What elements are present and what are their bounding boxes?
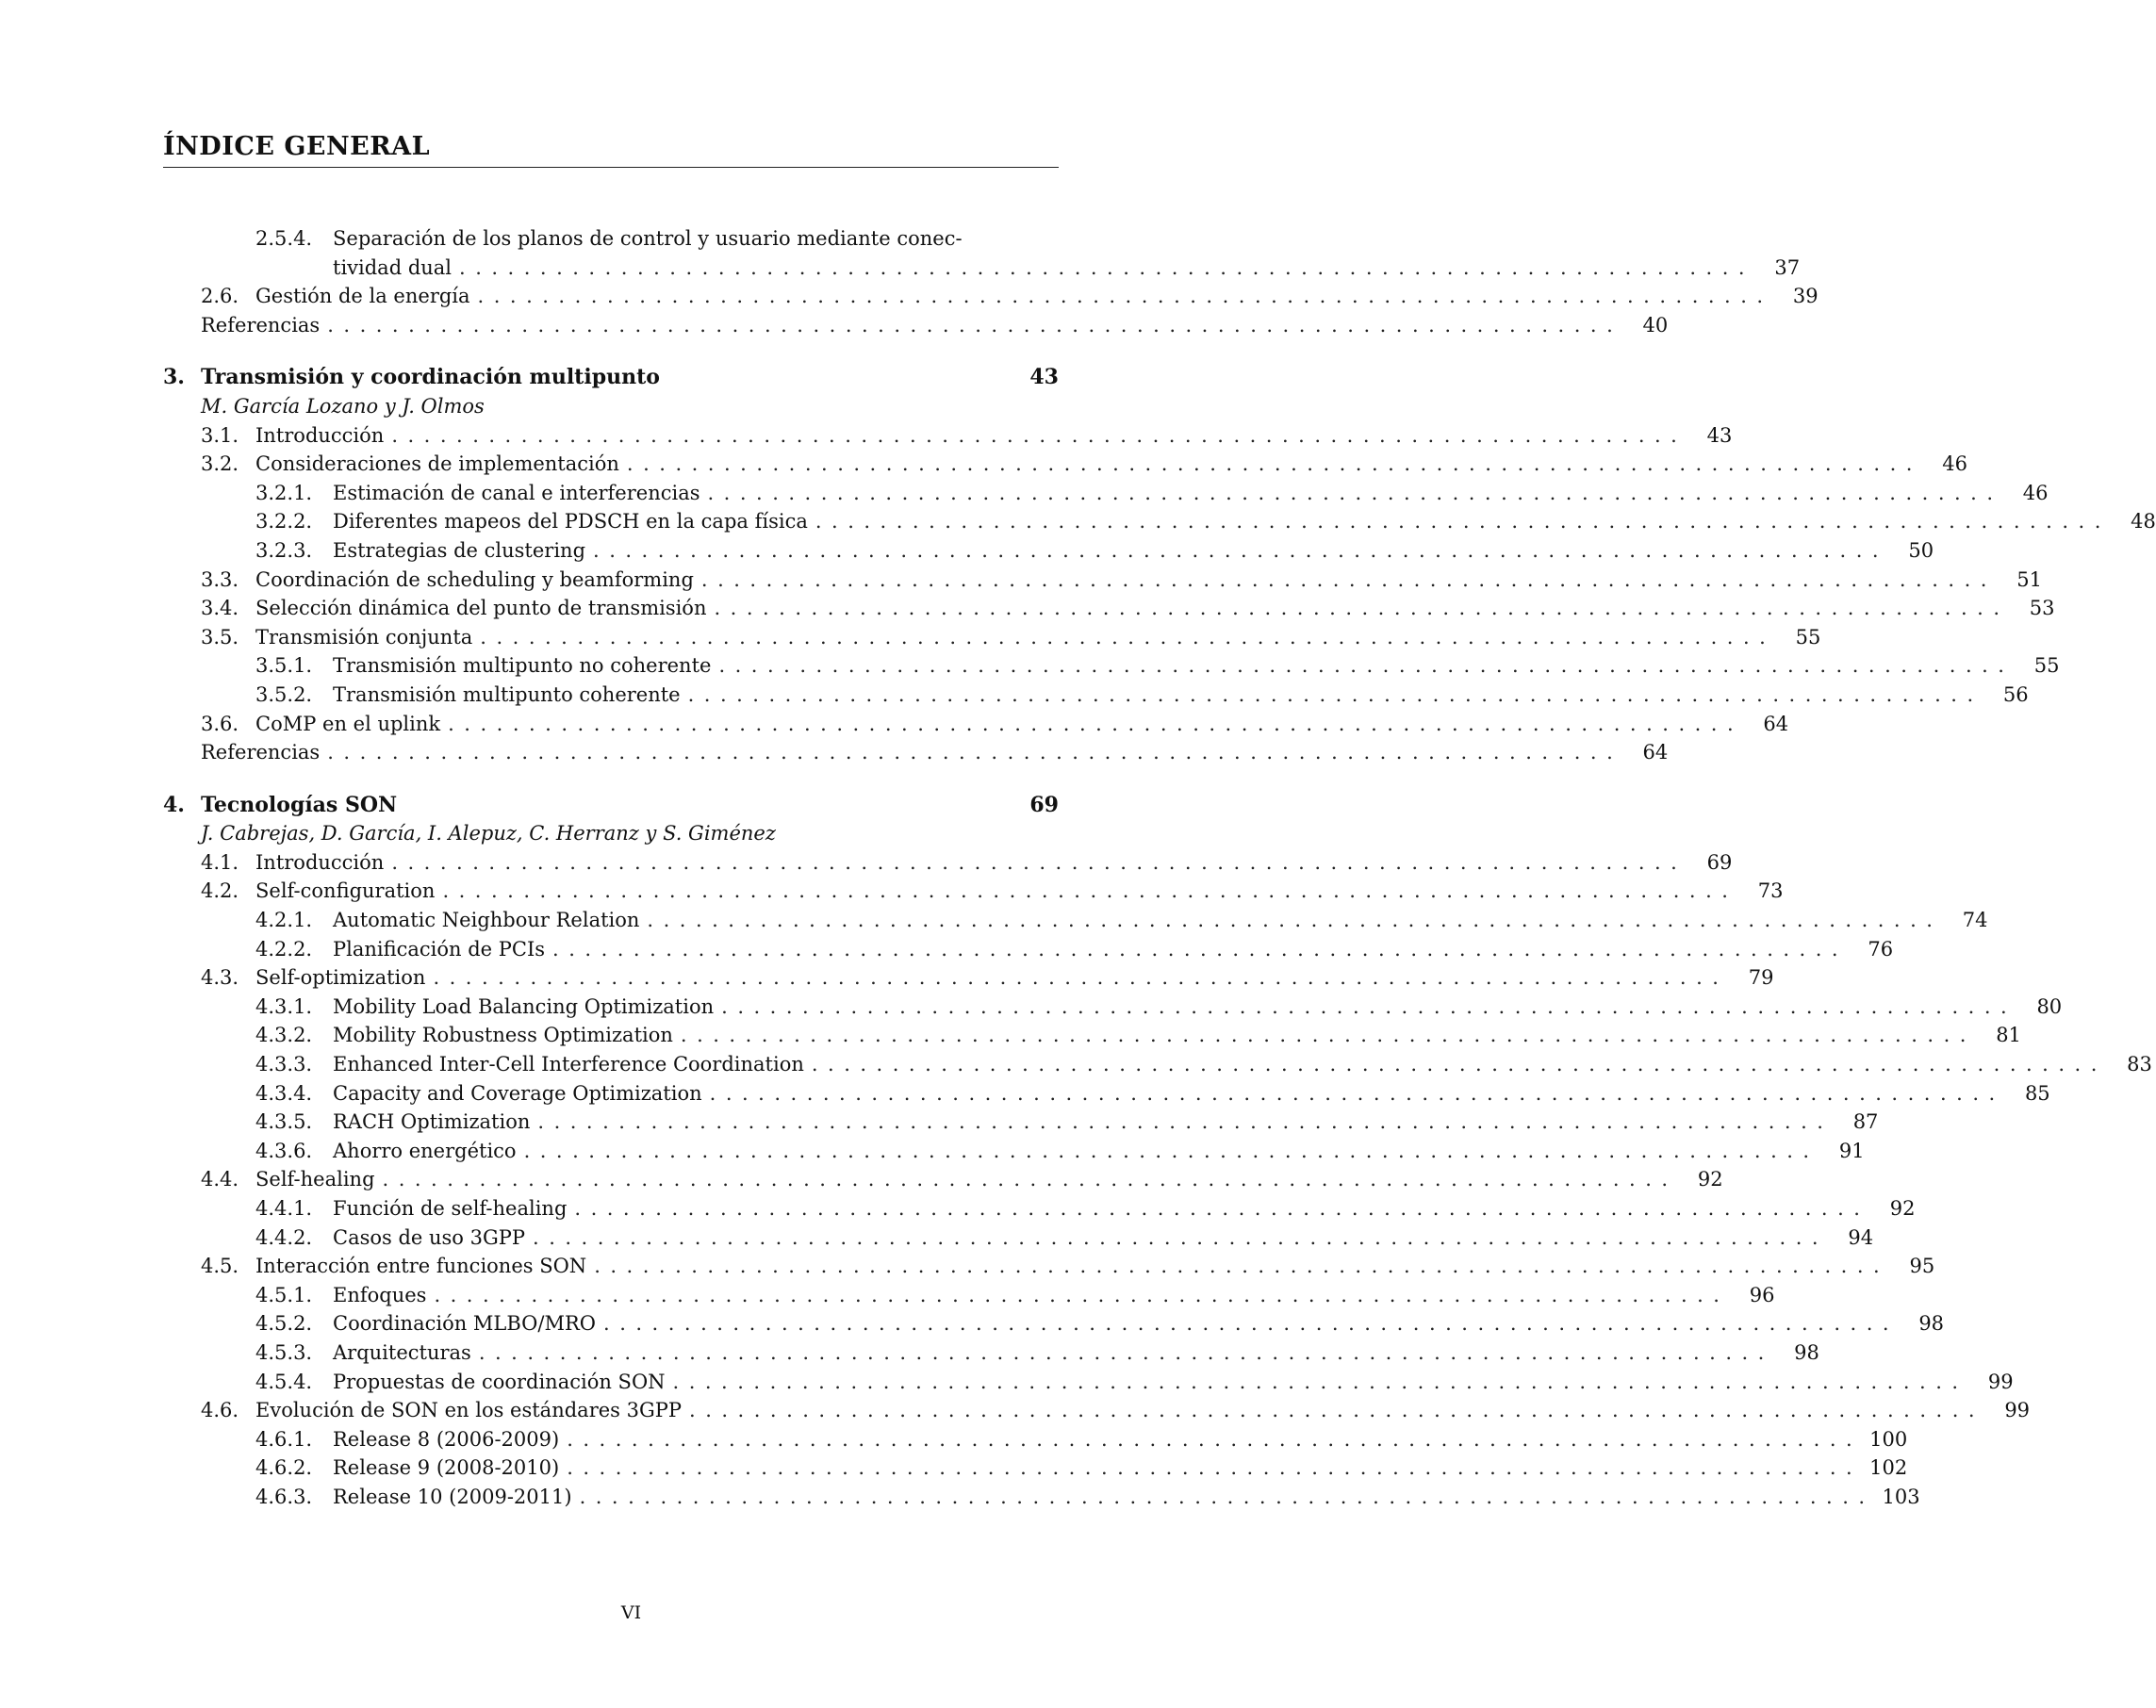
toc-entry-title: Coordinación MLBO/MRO xyxy=(333,1312,597,1336)
toc-entry-page: 73 xyxy=(1757,879,1784,903)
toc-entry-title: Estimación de canal e interferencias xyxy=(333,481,700,504)
toc-entry-page: 102 xyxy=(1869,1456,1908,1480)
toc-entry-sec xyxy=(163,421,1733,451)
toc-entry-number: 4.2. xyxy=(201,879,239,903)
toc-entry-title: Transmisión multipunto coherente xyxy=(333,682,681,706)
toc-entry-body xyxy=(333,479,2049,508)
toc-entry-sub xyxy=(163,224,1059,254)
toc-entry-body xyxy=(255,1396,2031,1425)
toc-entry-number: 3.1. xyxy=(201,423,239,447)
toc-entry-page: 64 xyxy=(1642,741,1669,764)
toc-entry-number: 3.5. xyxy=(201,625,239,649)
toc-entry-title: Mobility Load Balancing Optimization xyxy=(333,994,715,1018)
toc-entry-sec xyxy=(163,594,2055,623)
toc-entry-number: 4.5.4. xyxy=(255,1370,313,1393)
toc-entry-number: 4.3.3. xyxy=(255,1053,313,1076)
toc-entry-title: Propuestas de coordinación SON xyxy=(333,1370,666,1393)
toc-entry-page: 98 xyxy=(1918,1312,1945,1336)
toc-entry-body xyxy=(255,421,1733,451)
toc-entry-chap xyxy=(163,791,1059,820)
dot-leader: ................................................................................ xyxy=(459,255,1755,279)
dot-leader: ................................................................................ xyxy=(567,1427,1863,1451)
toc-entry-page: 85 xyxy=(2024,1081,2050,1105)
toc-entry-title: Arquitecturas xyxy=(333,1340,471,1364)
toc-entry-page: 99 xyxy=(1987,1370,2014,1393)
toc-entry-number: 3.2.2. xyxy=(255,510,313,534)
toc-entry-sub xyxy=(163,1137,1865,1166)
toc-entry-title: Self-configuration xyxy=(255,879,436,903)
dot-leader: ................................................................................ xyxy=(434,1283,1730,1306)
dot-leader: ................................................................................ xyxy=(433,966,1729,990)
toc-entry-body xyxy=(255,623,1821,652)
toc-entry-title: Diferentes mapeos del PDSCH en la capa física xyxy=(333,510,808,534)
toc-entry-page: 56 xyxy=(2002,682,2029,706)
toc-entry-sub xyxy=(163,1050,2152,1079)
dot-leader: ................................................................................ xyxy=(327,741,1623,764)
toc-entry-body xyxy=(255,710,1789,739)
toc-entry-number: 4.6.1. xyxy=(255,1427,313,1451)
toc-entry-sec xyxy=(163,1165,1723,1194)
dot-leader: ................................................................................ xyxy=(721,994,2017,1018)
toc-entry-page: 74 xyxy=(1962,909,1988,932)
toc-entry-title: Interacción entre funciones SON xyxy=(255,1255,587,1278)
dot-leader: ................................................................................ xyxy=(391,850,1687,874)
toc-entry-sub xyxy=(163,1194,1916,1224)
toc-entry-number: 4.4. xyxy=(201,1168,239,1191)
toc-entry-sec xyxy=(163,623,1821,652)
toc-entry-page: 53 xyxy=(2029,597,2055,620)
chapter-authors: J. Cabrejas, D. García, I. Alepuz, C. Herranz y S. Giménez xyxy=(201,822,776,846)
toc-entry-number: 4.5. xyxy=(201,1255,239,1278)
toc-entry-title: Casos de uso 3GPP xyxy=(333,1225,526,1249)
dot-leader: ................................................................................ xyxy=(537,1110,1834,1134)
toc-entry-page: 46 xyxy=(2022,481,2049,504)
dot-leader: ................................................................................ xyxy=(680,1024,1976,1047)
toc-entry-page: 92 xyxy=(1697,1168,1723,1191)
chapter-authors: M. García Lozano y J. Olmos xyxy=(201,394,485,418)
toc-entry-title: CoMP en el uplink xyxy=(255,712,441,735)
toc-entry-sub xyxy=(163,479,2049,508)
toc-entry-sub xyxy=(163,507,2156,536)
dot-leader: ................................................................................ xyxy=(647,909,1943,932)
toc-entry-sec xyxy=(163,282,1819,311)
toc-entry-body xyxy=(255,1252,1935,1281)
toc-entry-sec xyxy=(163,877,1784,906)
toc-entry-number: 4.4.2. xyxy=(255,1225,313,1249)
toc-entry-title: Transmisión y coordinación multipunto xyxy=(201,365,660,390)
page-number: VI xyxy=(620,1602,642,1623)
toc-entry-page: 96 xyxy=(1749,1283,1775,1306)
table-of-contents xyxy=(163,224,2156,1512)
toc-entry-body xyxy=(333,1425,1908,1454)
toc-entry-body xyxy=(333,1453,1908,1483)
toc-entry-sec xyxy=(163,710,1789,739)
toc-entry-sub xyxy=(163,1483,1920,1512)
toc-entry-sub xyxy=(163,1368,2014,1397)
toc-entry-sub xyxy=(163,1309,1945,1338)
toc-entry-page: 64 xyxy=(1763,712,1789,735)
toc-entry-sub xyxy=(163,993,2063,1022)
toc-entry-body xyxy=(333,1108,1879,1137)
toc-entry-authors xyxy=(163,819,1059,848)
toc-entry-body xyxy=(333,224,1059,254)
dot-leader: ................................................................................ xyxy=(811,1053,2107,1076)
toc-entry-number: 3.2.3. xyxy=(255,538,313,562)
toc-entry-page: 91 xyxy=(1838,1139,1865,1162)
toc-entry-title: Separación de los planos de control y usuario mediante conec- xyxy=(333,227,963,250)
toc-entry-body xyxy=(333,1050,2152,1079)
toc-entry-body xyxy=(201,819,1059,848)
toc-entry-number: 4.6.3. xyxy=(255,1485,313,1508)
toc-entry-number: 4.3.4. xyxy=(255,1081,313,1105)
toc-entry-sub xyxy=(163,681,2029,710)
toc-entry-body xyxy=(255,963,1774,993)
toc-entry-body xyxy=(333,651,2060,681)
toc-entry-sec xyxy=(163,1396,2031,1425)
toc-entry-body xyxy=(201,392,1059,421)
dot-leader: ................................................................................ xyxy=(594,1255,1890,1278)
toc-entry-page: 50 xyxy=(1908,538,1934,562)
toc-entry-ref xyxy=(163,738,1669,767)
toc-entry-cont xyxy=(163,254,1801,283)
toc-entry-number: 4.6. xyxy=(201,1399,239,1422)
toc-entry-body xyxy=(255,450,1967,479)
toc-entry-title: Self-healing xyxy=(255,1168,375,1191)
dot-leader: ................................................................................ xyxy=(672,1370,1968,1393)
toc-entry-title: Planificación de PCIs xyxy=(333,937,546,961)
toc-entry-number: 3. xyxy=(163,365,185,390)
toc-entry-number: 2.5.4. xyxy=(255,227,313,250)
toc-entry-number: 4.3.5. xyxy=(255,1110,313,1134)
toc-entry-body xyxy=(333,681,2029,710)
toc-entry-body xyxy=(333,1021,2021,1050)
toc-entry-page: 55 xyxy=(2033,654,2060,678)
toc-entry-number: 4.2.2. xyxy=(255,937,313,961)
toc-entry-sub xyxy=(163,1425,1908,1454)
toc-entry-body xyxy=(201,363,1059,392)
toc-entry-sub xyxy=(163,935,1894,964)
toc-entry-body xyxy=(333,1079,2050,1109)
toc-entry-title: Introducción xyxy=(255,850,385,874)
toc-entry-body xyxy=(333,993,2063,1022)
toc-entry-sub xyxy=(163,906,1988,935)
toc-entry-title: Coordinación de scheduling y beamforming xyxy=(255,567,694,591)
toc-entry-body xyxy=(333,935,1894,964)
toc-entry-page: 37 xyxy=(1774,255,1801,279)
toc-entry-sub xyxy=(163,536,1934,566)
toc-entry-number: 4.2.1. xyxy=(255,909,313,932)
dot-leader: ................................................................................ xyxy=(603,1312,1900,1336)
toc-entry-number: 2.6. xyxy=(201,285,239,308)
toc-entry-number: 4.5.2. xyxy=(255,1312,313,1336)
toc-entry-page: 81 xyxy=(1996,1024,2021,1047)
toc-entry-ref xyxy=(163,311,1669,340)
toc-entry-body xyxy=(333,1338,1819,1368)
toc-entry-title: Enfoques xyxy=(333,1283,427,1306)
dot-leader: ................................................................................ xyxy=(700,567,1997,591)
toc-entry-number: 4.6.2. xyxy=(255,1456,313,1480)
toc-entry-page: 99 xyxy=(2004,1399,2031,1422)
toc-entry-page: 83 xyxy=(2127,1053,2152,1076)
toc-entry-page: 69 xyxy=(1706,850,1733,874)
dot-leader: ................................................................................ xyxy=(626,452,1922,476)
dot-leader: ................................................................................ xyxy=(382,1168,1678,1191)
toc-entry-sub xyxy=(163,651,2060,681)
toc-entry-title: Introducción xyxy=(255,423,385,447)
toc-entry-number: 3.4. xyxy=(201,597,239,620)
toc-entry-number: 4.3. xyxy=(201,966,239,990)
toc-entry-title: tividad dual xyxy=(333,255,453,279)
toc-entry-number: 4.3.2. xyxy=(255,1024,313,1047)
toc-entry-body xyxy=(333,254,1801,283)
dot-leader: ................................................................................ xyxy=(567,1456,1863,1480)
toc-entry-title: Tecnologías SON xyxy=(201,792,398,817)
toc-entry-page: 55 xyxy=(1795,625,1821,649)
toc-entry-page: 80 xyxy=(2036,994,2063,1018)
toc-entry-page: 69 xyxy=(1029,792,1059,817)
running-header: ÍNDICE GENERAL xyxy=(163,132,1059,168)
toc-entry-title: Release 9 (2008-2010) xyxy=(333,1456,560,1480)
toc-entry-body xyxy=(333,536,1934,566)
dot-leader: ................................................................................ xyxy=(478,1340,1774,1364)
dot-leader: ................................................................................ xyxy=(574,1197,1870,1220)
toc-entry-page: 40 xyxy=(1642,313,1669,337)
toc-entry-title: Enhanced Inter-Cell Interference Coordination xyxy=(333,1053,804,1076)
toc-entry-sub xyxy=(163,1338,1819,1368)
toc-entry-title: Self-optimization xyxy=(255,966,426,990)
toc-entry-page: 76 xyxy=(1868,937,1894,961)
toc-entry-sub xyxy=(163,1079,2050,1109)
toc-entry-title: Automatic Neighbour Relation xyxy=(333,909,640,932)
toc-entry-page: 92 xyxy=(1889,1197,1916,1220)
toc-entry-chap xyxy=(163,363,1059,392)
toc-entry-title: Release 10 (2009-2011) xyxy=(333,1485,572,1508)
toc-entry-sub xyxy=(163,1281,1775,1310)
toc-entry-number: 3.3. xyxy=(201,567,239,591)
toc-entry-body xyxy=(201,738,1669,767)
toc-entry-page: 39 xyxy=(1792,285,1819,308)
toc-entry-title: Release 8 (2006-2009) xyxy=(333,1427,560,1451)
dot-leader: ................................................................................ xyxy=(480,625,1776,649)
dot-leader: ................................................................................ xyxy=(707,481,2003,504)
toc-entry-number: 4.4.1. xyxy=(255,1197,313,1220)
toc-entry-page: 79 xyxy=(1748,966,1774,990)
toc-entry-page: 87 xyxy=(1852,1110,1879,1134)
dot-leader: ................................................................................ xyxy=(442,879,1738,903)
toc-entry-body xyxy=(255,1165,1723,1194)
toc-entry-page: 95 xyxy=(1909,1255,1935,1278)
toc-entry-sec xyxy=(163,848,1733,878)
toc-entry-title: Mobility Robustness Optimization xyxy=(333,1024,673,1047)
toc-entry-title: Ahorro energético xyxy=(333,1139,517,1162)
toc-entry-page: 98 xyxy=(1794,1340,1819,1364)
toc-entry-authors xyxy=(163,392,1059,421)
toc-entry-body xyxy=(333,1224,1874,1253)
toc-entry-sec xyxy=(163,450,1967,479)
toc-entry-body xyxy=(333,1483,1920,1512)
dot-leader: ................................................................................ xyxy=(477,285,1773,308)
dot-leader: ................................................................................ xyxy=(552,937,1849,961)
toc-entry-title: RACH Optimization xyxy=(333,1110,531,1134)
toc-entry-page: 46 xyxy=(1942,452,1967,476)
dot-leader: ................................................................................ xyxy=(709,1081,2005,1105)
toc-entry-title: Capacity and Coverage Optimization xyxy=(333,1081,702,1105)
toc-entry-page: 103 xyxy=(1882,1485,1920,1508)
toc-entry-body xyxy=(255,282,1819,311)
toc-entry-sec xyxy=(163,566,2042,595)
toc-entry-sub xyxy=(163,1108,1879,1137)
dot-leader: ................................................................................ xyxy=(579,1485,1875,1508)
toc-entry-page: 48 xyxy=(2131,510,2156,534)
dot-leader: ................................................................................ xyxy=(689,1399,1985,1422)
toc-entry-number: 3.6. xyxy=(201,712,239,735)
dot-leader: ................................................................................ xyxy=(593,538,1889,562)
dot-leader: ................................................................................ xyxy=(391,423,1687,447)
toc-entry-number: 4. xyxy=(163,792,185,817)
toc-entry-sub xyxy=(163,1021,2021,1050)
toc-entry-sub xyxy=(163,1224,1874,1253)
toc-entry-title: Consideraciones de implementación xyxy=(255,452,619,476)
toc-entry-title: Referencias xyxy=(201,741,321,764)
dot-leader: ................................................................................ xyxy=(533,1225,1829,1249)
toc-entry-number: 3.2. xyxy=(201,452,239,476)
toc-entry-number: 4.5.3. xyxy=(255,1340,313,1364)
toc-entry-title: Transmisión conjunta xyxy=(255,625,473,649)
toc-entry-body xyxy=(333,1368,2014,1397)
toc-entry-number: 3.2.1. xyxy=(255,481,313,504)
toc-entry-number: 4.5.1. xyxy=(255,1283,313,1306)
toc-entry-number: 4.3.1. xyxy=(255,994,313,1018)
toc-entry-body xyxy=(333,906,1988,935)
dot-leader: ................................................................................ xyxy=(327,313,1623,337)
toc-entry-page: 51 xyxy=(2016,567,2042,591)
toc-entry-title: Gestión de la energía xyxy=(255,285,470,308)
toc-entry-page: 43 xyxy=(1029,365,1059,390)
toc-entry-title: Selección dinámica del punto de transmisión xyxy=(255,597,707,620)
dot-leader: ................................................................................ xyxy=(718,654,2015,678)
toc-entry-page: 43 xyxy=(1706,423,1733,447)
toc-entry-number: 4.1. xyxy=(201,850,239,874)
toc-entry-body xyxy=(255,848,1733,878)
toc-entry-sub xyxy=(163,1453,1908,1483)
toc-entry-title: Estrategias de clustering xyxy=(333,538,586,562)
toc-entry-body xyxy=(333,1281,1775,1310)
toc-entry-number: 3.5.1. xyxy=(255,654,313,678)
toc-entry-body xyxy=(333,1137,1865,1166)
dot-leader: ................................................................................ xyxy=(815,510,2111,534)
toc-entry-body xyxy=(255,594,2055,623)
toc-entry-title: Referencias xyxy=(201,313,321,337)
toc-entry-body xyxy=(333,1194,1916,1224)
toc-entry-title: Transmisión multipunto no coherente xyxy=(333,654,712,678)
dot-leader: ................................................................................ xyxy=(523,1139,1819,1162)
toc-entry-body xyxy=(255,566,2042,595)
toc-entry-number: 4.3.6. xyxy=(255,1139,313,1162)
toc-entry-number: 3.5.2. xyxy=(255,682,313,706)
toc-entry-title: Función de self-healing xyxy=(333,1197,568,1220)
dot-leader: ................................................................................ xyxy=(448,712,1744,735)
toc-entry-sec xyxy=(163,1252,1935,1281)
toc-entry-body xyxy=(333,1309,1945,1338)
toc-entry-body xyxy=(201,311,1669,340)
toc-entry-page: 94 xyxy=(1848,1225,1874,1249)
dot-leader: ................................................................................ xyxy=(714,597,2010,620)
toc-entry-body xyxy=(201,791,1059,820)
dot-leader: ................................................................................ xyxy=(687,682,1983,706)
toc-entry-body xyxy=(255,877,1784,906)
toc-entry-sec xyxy=(163,963,1774,993)
toc-entry-title: Evolución de SON en los estándares 3GPP xyxy=(255,1399,683,1422)
toc-entry-body xyxy=(333,507,2156,536)
toc-entry-page: 100 xyxy=(1869,1427,1908,1451)
